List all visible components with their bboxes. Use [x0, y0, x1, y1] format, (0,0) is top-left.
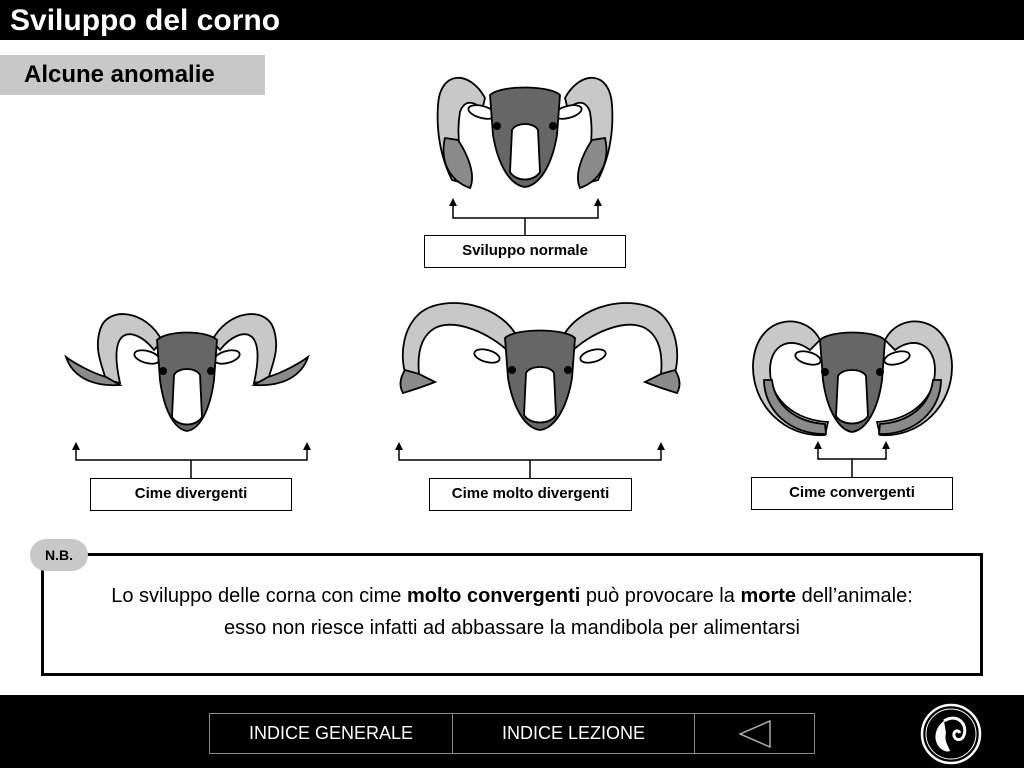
footer-nav: [209, 713, 815, 754]
note-line1-e: dell’animale:: [796, 585, 913, 607]
bracket-convergent: [812, 441, 892, 481]
lesson-index-button[interactable]: INDICE LEZIONE: [452, 714, 694, 753]
ram-very-divergent-illustration: [395, 298, 685, 433]
bracket-normal: [445, 198, 605, 238]
triangle-left-icon: [737, 719, 773, 749]
label-very-divergent-tips: Cime molto divergenti: [429, 478, 632, 511]
page-title: Sviluppo del corno: [10, 4, 281, 37]
bracket-very-divergent: [393, 442, 668, 482]
ram-head-logo-icon[interactable]: [920, 703, 982, 765]
section-subtitle-box: [0, 55, 265, 95]
note-box: [41, 553, 983, 676]
ram-normal-illustration: [430, 60, 620, 190]
note-line1-a: Lo sviluppo delle corna con cime: [111, 585, 407, 607]
ram-convergent-illustration: [750, 310, 955, 445]
back-button[interactable]: [694, 714, 814, 753]
note-text: [54, 580, 970, 644]
note-line1-bold-death: morte: [740, 585, 797, 607]
general-index-button[interactable]: INDICE GENERALE: [248, 723, 414, 743]
note-line2: esso non riesce infatti ad abbassare la mandibola per alimentarsi: [224, 617, 800, 639]
note-line1-bold-convergent: molto convergenti: [406, 585, 581, 607]
bracket-divergent: [70, 442, 315, 482]
label-divergent-tips: Cime divergenti: [90, 478, 292, 511]
title-bar: [0, 0, 1024, 40]
section-subtitle: Alcune anomalie: [24, 61, 215, 88]
note-line1-c: può provocare la: [580, 585, 741, 607]
nb-tag: N.B.: [30, 539, 88, 571]
label-convergent-tips: Cime convergenti: [751, 477, 953, 510]
label-normal-development: Sviluppo normale: [424, 235, 626, 268]
ram-divergent-illustration: [62, 305, 312, 435]
